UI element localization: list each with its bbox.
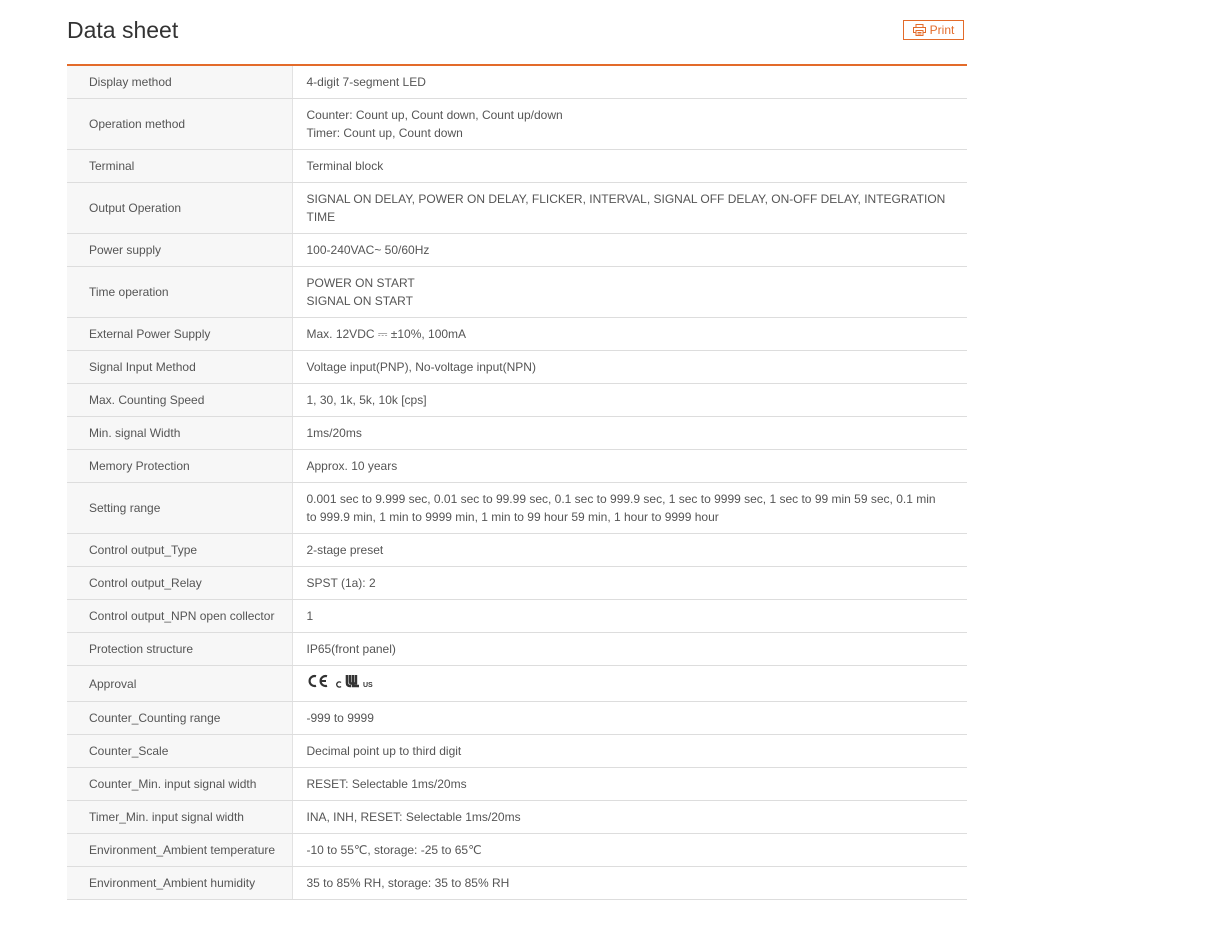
spec-label: Output Operation: [67, 183, 292, 234]
spec-row: [67, 735, 967, 768]
spec-row: [67, 150, 967, 183]
spec-value-line: 0.001 sec to 9.999 sec, 0.01 sec to 99.99 sec, 0.1 sec to 999.9 sec, 1 sec to 9999 sec, 1 sec to 99 min 59 sec, 0.1 min to 999.9 min, 1 min to 9999 min, 1 min to 99 hour 59 min, 1 hour to 9999 hour: [306, 492, 936, 524]
spec-label: Counter_Scale: [67, 735, 292, 768]
spec-row: [67, 834, 967, 867]
spec-label: Protection structure: [67, 633, 292, 666]
spec-value-line: 35 to 85% RH, storage: 35 to 85% RH: [306, 876, 510, 890]
spec-value-line: Counter: Count up, Count down, Count up/down: [306, 108, 563, 122]
spec-row: [67, 534, 967, 567]
spec-value-line: Timer: Count up, Count down: [306, 126, 463, 140]
spec-value: [292, 351, 967, 384]
spec-value-line: -10 to 55℃, storage: -25 to 65℃: [306, 843, 482, 857]
spec-value: [292, 384, 967, 417]
spec-value-line: Approx. 10 years: [306, 459, 398, 473]
spec-value: [292, 483, 967, 534]
spec-value: [292, 534, 967, 567]
spec-value-line: Decimal point up to third digit: [306, 744, 462, 758]
spec-row: [67, 801, 967, 834]
spec-label: Setting range: [67, 483, 292, 534]
spec-label: Timer_Min. input signal width: [67, 801, 292, 834]
spec-row: [67, 183, 967, 234]
spec-value: [292, 150, 967, 183]
spec-value-line: Terminal block: [306, 159, 384, 173]
spec-value-line: Max. 12VDC ⎓ ±10%, 100mA: [306, 327, 467, 341]
approval-marks: [307, 673, 379, 694]
spec-label: Counter_Min. input signal width: [67, 768, 292, 801]
spec-value: [292, 735, 967, 768]
spec-value: [292, 567, 967, 600]
spec-value: [292, 702, 967, 735]
spec-row: [67, 99, 967, 150]
spec-value-line: Voltage input(PNP), No-voltage input(NPN): [306, 360, 536, 374]
svg-text:US: US: [362, 682, 373, 689]
spec-value-line: SPST (1a): 2: [306, 576, 376, 590]
spec-row: [67, 65, 967, 99]
spec-value-line: INA, INH, RESET: Selectable 1ms/20ms: [306, 810, 521, 824]
spec-value-line: -999 to 9999: [306, 711, 374, 725]
spec-value-line: 4-digit 7-segment LED: [306, 75, 426, 89]
spec-table-body: [67, 65, 967, 900]
spec-value: [292, 234, 967, 267]
spec-label: Control output_Type: [67, 534, 292, 567]
spec-value-line: 1, 30, 1k, 5k, 10k [cps]: [306, 393, 427, 407]
spec-label: Power supply: [67, 234, 292, 267]
spec-label: Environment_Ambient humidity: [67, 867, 292, 900]
spec-row: [67, 600, 967, 633]
spec-value: [292, 450, 967, 483]
spec-label: Counter_Counting range: [67, 702, 292, 735]
spec-label: Time operation: [67, 267, 292, 318]
spec-table: [67, 64, 967, 900]
spec-value: [292, 183, 967, 234]
ce-mark-icon: [307, 674, 329, 693]
spec-value-line: POWER ON START: [306, 276, 415, 290]
spec-value: [292, 417, 967, 450]
spec-row: [67, 351, 967, 384]
spec-value: [292, 666, 967, 702]
spec-row: [67, 417, 967, 450]
spec-label: Environment_Ambient temperature: [67, 834, 292, 867]
spec-row: [67, 768, 967, 801]
print-button[interactable]: [903, 20, 964, 40]
spec-label: Memory Protection: [67, 450, 292, 483]
spec-value: [292, 768, 967, 801]
spec-row: [67, 633, 967, 666]
spec-label: Control output_NPN open collector: [67, 600, 292, 633]
spec-row: [67, 384, 967, 417]
c-ul-us-mark-icon: [335, 673, 379, 694]
spec-value: [292, 867, 967, 900]
spec-value-line: 1: [306, 609, 314, 623]
spec-row: [67, 450, 967, 483]
page-title: Data sheet: [67, 17, 179, 43]
spec-row: [67, 867, 967, 900]
spec-label: Operation method: [67, 99, 292, 150]
spec-label: Approval: [67, 666, 292, 702]
spec-label: Control output_Relay: [67, 567, 292, 600]
spec-value: [292, 318, 967, 351]
spec-row: [67, 234, 967, 267]
spec-label: Display method: [67, 65, 292, 99]
spec-value-line: 1ms/20ms: [306, 426, 362, 440]
spec-label: External Power Supply: [67, 318, 292, 351]
spec-label: Min. signal Width: [67, 417, 292, 450]
spec-label: Max. Counting Speed: [67, 384, 292, 417]
spec-value-line: 100-240VAC~ 50/60Hz: [306, 243, 430, 257]
print-button-label: Print: [929, 23, 955, 37]
spec-value: [292, 801, 967, 834]
spec-value-line: 2-stage preset: [306, 543, 384, 557]
spec-value: [292, 65, 967, 99]
spec-value-line: SIGNAL ON START: [306, 294, 413, 308]
spec-value-line: SIGNAL ON DELAY, POWER ON DELAY, FLICKER, INTERVAL, SIGNAL OFF DELAY, ON-OFF DELAY, INTEGRATION TIME: [306, 192, 946, 224]
spec-value: [292, 834, 967, 867]
spec-value: [292, 633, 967, 666]
spec-value: [292, 267, 967, 318]
spec-row: [67, 666, 967, 702]
spec-value: [292, 600, 967, 633]
spec-value: [292, 99, 967, 150]
spec-label: Signal Input Method: [67, 351, 292, 384]
spec-row: [67, 267, 967, 318]
spec-row: [67, 483, 967, 534]
spec-label: Terminal: [67, 150, 292, 183]
spec-row: [67, 318, 967, 351]
spec-row: [67, 567, 967, 600]
printer-icon: [913, 24, 926, 36]
spec-value-line: RESET: Selectable 1ms/20ms: [306, 777, 467, 791]
spec-row: [67, 702, 967, 735]
spec-value-line: IP65(front panel): [306, 642, 396, 656]
